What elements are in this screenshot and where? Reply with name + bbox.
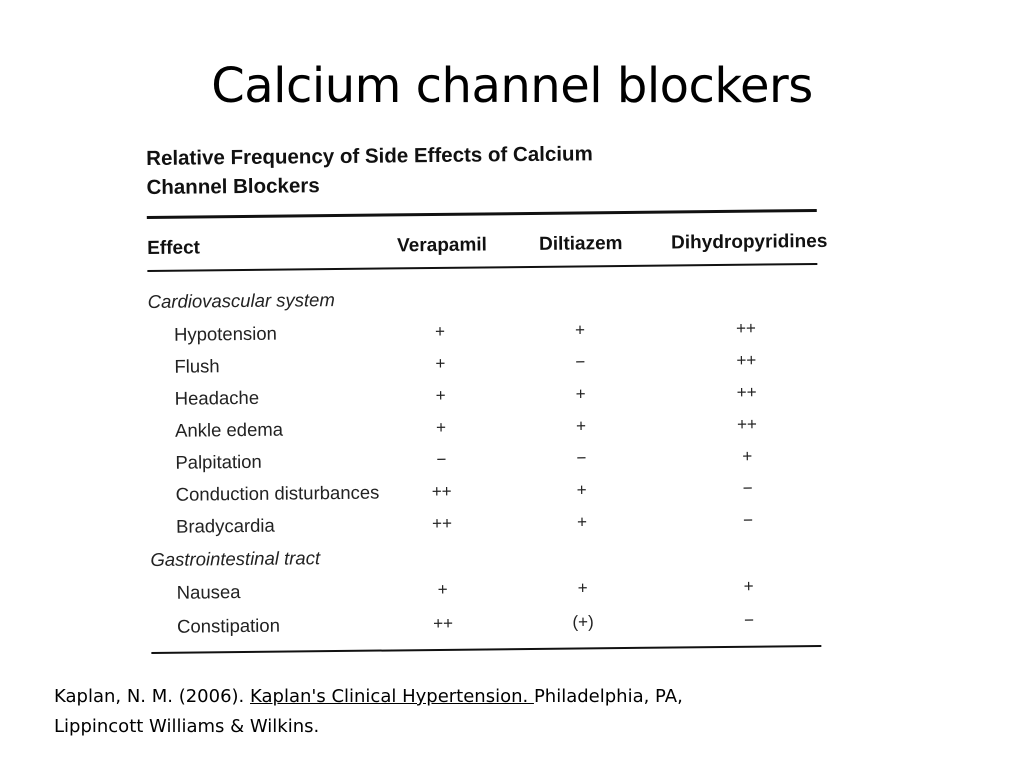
row-effect-label: Nausea (176, 581, 241, 603)
slide-title: Calcium channel blockers (211, 58, 813, 114)
column-header-dihydropyridines: Dihydropyridines (670, 230, 828, 254)
row-effect-label: Headache (174, 386, 260, 409)
table-row (150, 475, 820, 508)
group-label-cardiovascular: Cardiovascular system (147, 289, 335, 312)
cell-verapamil: + (435, 417, 447, 437)
side-effects-table (146, 133, 828, 660)
table-row (151, 607, 821, 640)
cell-verapamil: ++ (431, 481, 452, 502)
cell-verapamil: − (436, 449, 447, 469)
cell-diltiazem: + (576, 512, 588, 532)
cell-verapamil: + (435, 385, 446, 405)
cell-dihydropyridines: ++ (736, 382, 757, 402)
column-header-effect: Effect (147, 237, 201, 259)
table-top-rule (147, 209, 817, 219)
row-effect-label: Palpitation (175, 450, 262, 473)
cell-diltiazem: + (577, 578, 588, 598)
row-effect-label: Constipation (176, 614, 281, 637)
cell-dihydropyridines: + (743, 576, 754, 596)
citation-line-2: Lippincott Williams & Wilkins. (54, 716, 320, 737)
cell-diltiazem: + (575, 416, 587, 436)
table-row (151, 573, 821, 606)
cell-diltiazem: (+) (572, 612, 594, 632)
table-caption (146, 139, 593, 202)
cell-verapamil: + (434, 321, 446, 341)
table-caption-line-1: Relative Frequency of Side Effects of Calcium (146, 142, 593, 170)
table-caption-line-2: Channel Blockers (146, 174, 320, 199)
cell-verapamil: ++ (431, 513, 453, 534)
table-row (149, 379, 819, 412)
column-header-diltiazem: Diltiazem (539, 233, 623, 255)
row-effect-label: Ankle edema (174, 418, 284, 441)
citation (54, 682, 954, 742)
cell-verapamil: ++ (433, 613, 454, 634)
table-row (148, 315, 818, 348)
cell-dihydropyridines: − (742, 510, 754, 530)
table-header-rule (147, 263, 817, 272)
cell-dihydropyridines: − (742, 478, 753, 498)
row-effect-label: Hypotension (173, 322, 277, 345)
citation-book-title: Kaplan's Clinical Hypertension. (250, 686, 534, 707)
column-header-verapamil: Verapamil (397, 234, 488, 257)
cell-dihydropyridines: ++ (736, 350, 757, 370)
table-row (148, 347, 818, 380)
citation-prefix: Kaplan, N. M. (2006). (54, 686, 251, 707)
cell-dihydropyridines: ++ (735, 318, 757, 338)
row-effect-label: Conduction disturbances (175, 481, 380, 505)
cell-diltiazem: + (574, 320, 586, 340)
cell-diltiazem: − (575, 352, 586, 372)
table-row (149, 443, 819, 476)
citation-suffix: Philadelphia, PA, (533, 686, 683, 707)
cell-dihydropyridines: − (743, 610, 755, 630)
table-bottom-rule (151, 645, 821, 654)
group-label-gastrointestinal: Gastrointestinal tract (150, 547, 321, 570)
cell-dihydropyridines: ++ (736, 414, 758, 434)
cell-diltiazem: + (575, 384, 586, 404)
table-row (150, 507, 820, 540)
cell-dihydropyridines: + (742, 446, 753, 466)
cell-diltiazem: − (576, 448, 587, 468)
row-effect-label: Flush (174, 355, 220, 377)
cell-verapamil: + (437, 579, 448, 599)
cell-diltiazem: + (576, 480, 587, 500)
row-effect-label: Bradycardia (175, 514, 275, 537)
table-row (149, 411, 819, 444)
cell-verapamil: + (435, 353, 446, 373)
citation-line-1 (54, 682, 954, 712)
